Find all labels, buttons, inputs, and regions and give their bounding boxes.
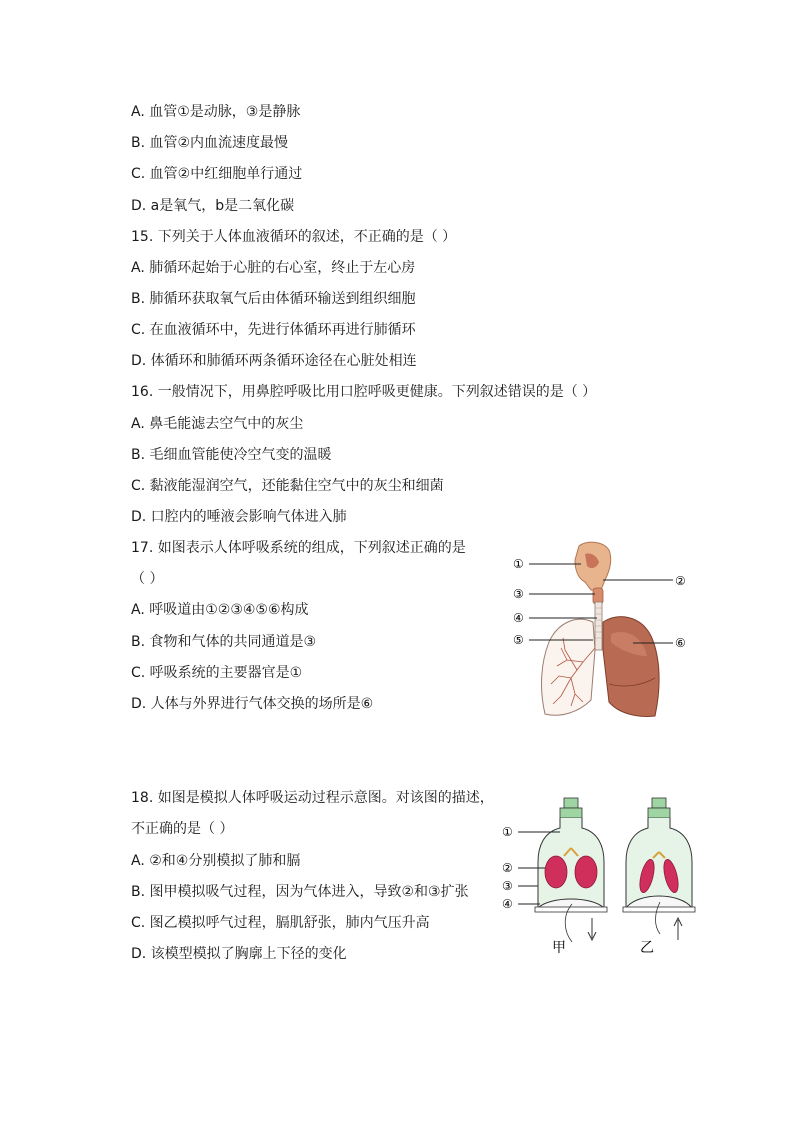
q17-option-d: D. 人体与外界进行气体交换的场所是⑥ [131, 696, 374, 712]
jar-label-1: ① [502, 825, 513, 839]
q18-stem-cont: 不正确的是（ ） [131, 821, 234, 837]
q15-option-b: B. 肺循环获取氧气后由体循环输送到组织细胞 [131, 291, 416, 307]
q17-option-a: A. 呼吸道由①②③④⑤⑥构成 [131, 602, 309, 618]
q17-stem: 17. 如图表示人体呼吸系统的组成，下列叙述正确的是 [131, 540, 466, 556]
q18-option-c: C. 图乙模拟呼气过程，膈肌舒张，肺内气压升高 [131, 915, 430, 931]
q14-option-a: A. 血管①是动脉，③是静脉 [131, 104, 301, 120]
q18-option-b: B. 图甲模拟吸气过程，因为气体进入，导致②和③扩张 [131, 884, 469, 900]
q18-stem: 18. 如图是模拟人体呼吸运动过程示意图。对该图的描述， [131, 790, 494, 806]
label-4: ④ [513, 611, 524, 625]
jar-caption-jia: 甲 [552, 940, 566, 956]
q14-option-c: C. 血管②中红细胞单行通过 [131, 166, 303, 182]
label-6: ⑥ [675, 636, 686, 650]
jar-label-3: ③ [502, 879, 513, 893]
q16-stem: 16. 一般情况下，用鼻腔呼吸比用口腔呼吸更健康。下列叙述错误的是（ ） [131, 384, 597, 400]
q14-option-b: B. 血管②内血流速度最慢 [131, 135, 289, 151]
q16-option-d: D. 口腔内的唾液会影响气体进入肺 [131, 509, 347, 525]
q17-stem-blank: （ ） [131, 571, 164, 587]
q16-option-c: C. 黏液能湿润空气，还能黏住空气中的灰尘和细菌 [131, 478, 444, 494]
label-3: ③ [513, 587, 524, 601]
jar-caption-yi: 乙 [640, 940, 654, 956]
q15-stem: 15. 下列关于人体血液循环的叙述，不正确的是（ ） [131, 229, 457, 245]
label-2: ② [675, 574, 686, 588]
q16-option-a: A. 鼻毛能滤去空气中的灰尘 [131, 416, 304, 432]
label-5: ⑤ [513, 633, 524, 647]
q15-option-d: D. 体循环和肺循环两条循环途径在心脏处相连 [131, 353, 417, 369]
bell-jar-jia [535, 798, 607, 942]
left-lung [542, 619, 595, 715]
jar-label-2: ② [502, 861, 513, 875]
q14-option-d: D. a是氧气，b是二氧化碳 [131, 198, 295, 214]
q17-option-c: C. 呼吸系统的主要器官是① [131, 665, 303, 681]
q17-option-b: B. 食物和气体的共同通道是③ [131, 634, 317, 650]
pharynx-larynx [593, 588, 603, 604]
q18-option-d: D. 该模型模拟了胸廓上下径的变化 [131, 946, 347, 962]
jar-label-4: ④ [502, 897, 513, 911]
label-1: ① [513, 557, 524, 571]
q15-option-a: A. 肺循环起始于心脏的右心室，终止于左心房 [131, 260, 416, 276]
q16-option-b: B. 毛细血管能使冷空气变的温暖 [131, 447, 332, 463]
right-lung [603, 617, 659, 717]
respiratory-system-figure [505, 538, 700, 723]
bell-jar-model-figure [500, 792, 700, 964]
q18-option-a: A. ②和④分别模拟了肺和膈 [131, 853, 301, 869]
bell-jar-yi [623, 798, 695, 940]
q15-option-c: C. 在血液循环中，先进行体循环再进行肺循环 [131, 322, 416, 338]
